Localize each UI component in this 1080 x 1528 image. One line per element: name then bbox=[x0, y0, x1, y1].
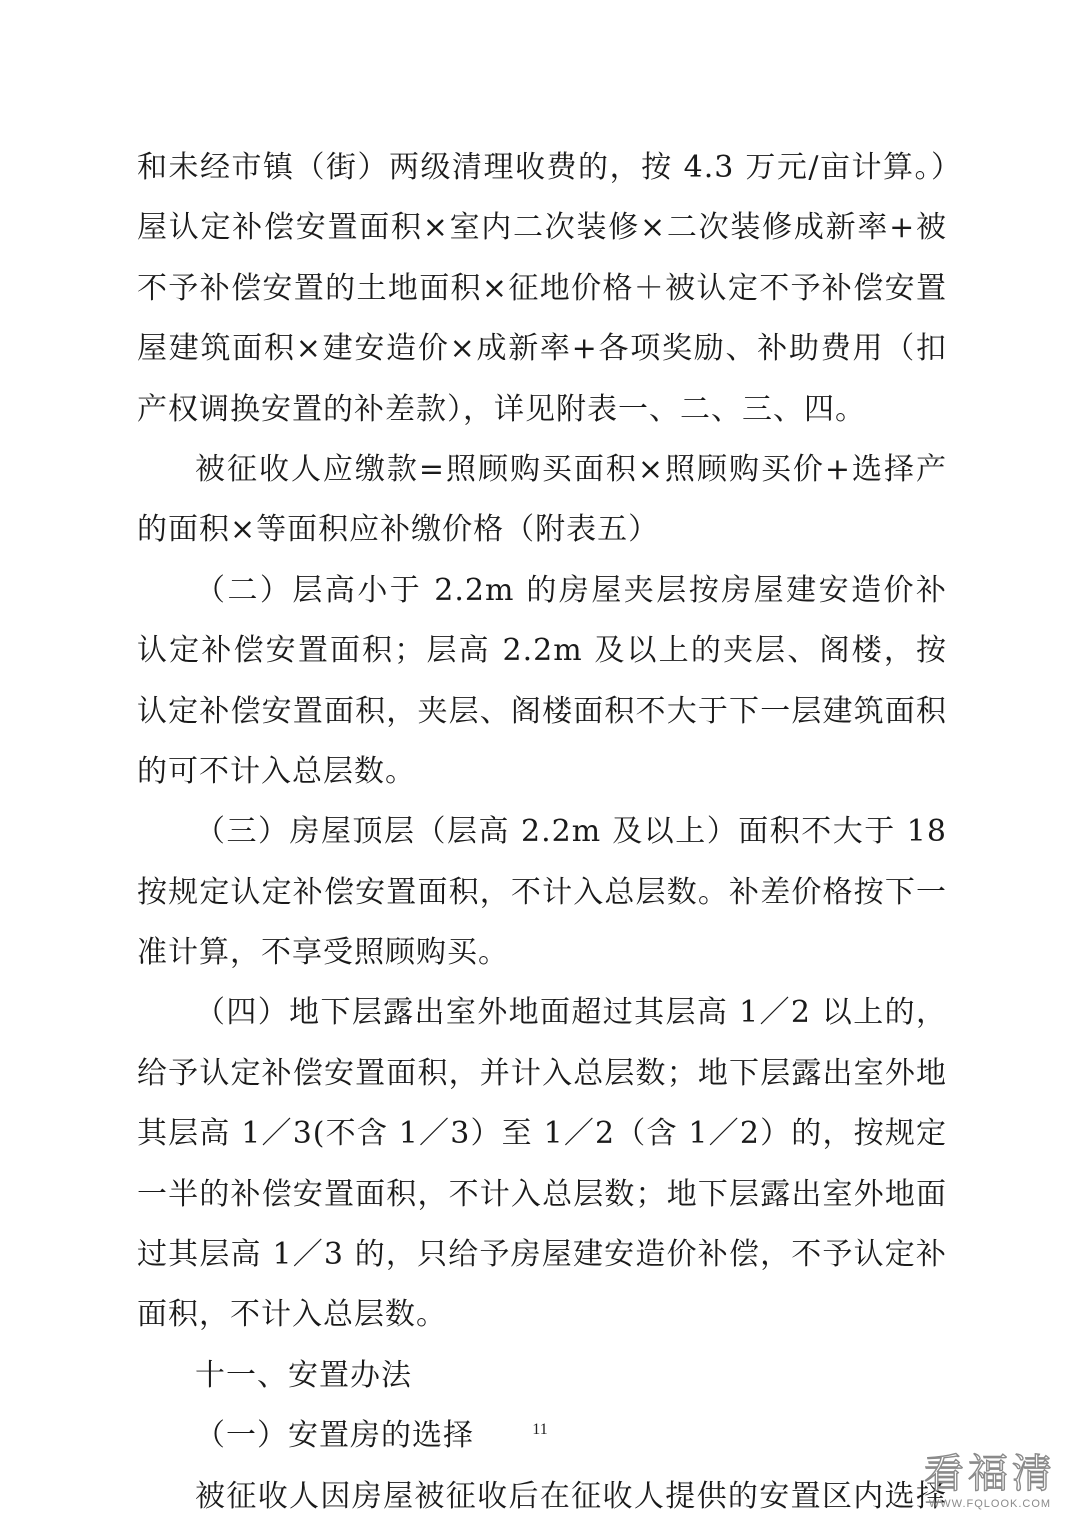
text-line-12: （三）房屋顶层（层高 2.2m 及以上）面积不大于 18 bbox=[195, 814, 947, 850]
page-number: 11 bbox=[532, 1421, 548, 1438]
text-line-16: 给予认定补偿安置面积，并计入总层数；地下层露出室外地 bbox=[137, 1055, 947, 1091]
text-line-9: 认定补偿安置面积；层高 2.2m 及以上的夹层、阁楼，按 bbox=[137, 633, 947, 669]
text-line-7: 的面积×等面积应补缴价格（附表五） bbox=[137, 512, 660, 548]
text-line-13: 按规定认定补偿安置面积，不计入总层数。补差价格按下一 bbox=[137, 874, 947, 910]
text-line-1: 和未经市镇（街）两级清理收费的，按 4.3 万元/亩计算。） bbox=[137, 150, 947, 185]
text-line-3: 不予补偿安置的土地面积×征地价格＋被认定不予补偿安置 bbox=[137, 270, 947, 306]
text-line-8: （二）层高小于 2.2m 的房屋夹层按房屋建安造价补 bbox=[195, 572, 947, 608]
text-line-18: 一半的补偿安置面积，不计入总层数；地下层露出室外地面 bbox=[137, 1176, 947, 1212]
watermark-url: WWW.FQLOOK.COM bbox=[928, 1498, 1052, 1510]
subsection-heading: （一）安置房的选择 bbox=[195, 1418, 474, 1454]
text-line-10: 认定补偿安置面积，夹层、阁楼面积不大于下一层建筑面积 bbox=[137, 693, 947, 729]
text-line-5: 产权调换安置的补差款），详见附表一、二、三、四。 bbox=[137, 391, 866, 427]
watermark-name: 看福清 bbox=[924, 1451, 1056, 1497]
text-line-4: 屋建筑面积×建安造价×成新率+各项奖励、补助费用（扣 bbox=[137, 331, 947, 367]
text-line-17: 其层高 1／3(不含 1／3）至 1／2（含 1／2）的，按规定 bbox=[137, 1116, 947, 1152]
text-line-23: 被征收人因房屋被征收后在征收人提供的安置区内选择 bbox=[195, 1478, 947, 1514]
text-line-14: 准计算，不享受照顾购买。 bbox=[137, 935, 509, 971]
text-line-6: 被征收人应缴款=照顾购买面积×照顾购买价+选择产 bbox=[195, 451, 947, 487]
document-body bbox=[137, 138, 947, 1527]
section-heading: 十一、安置办法 bbox=[195, 1357, 412, 1393]
text-line-2: 屋认定补偿安置面积×室内二次装修×二次装修成新率+被 bbox=[137, 210, 947, 246]
text-line-11: 的可不计入总层数。 bbox=[137, 753, 416, 789]
text-line-20: 面积，不计入总层数。 bbox=[137, 1297, 447, 1333]
text-line-19: 过其层高 1／3 的，只给予房屋建安造价补偿，不予认定补 bbox=[137, 1237, 947, 1273]
text-line-15: （四）地下层露出室外地面超过其层高 1／2 以上的， bbox=[195, 995, 947, 1031]
